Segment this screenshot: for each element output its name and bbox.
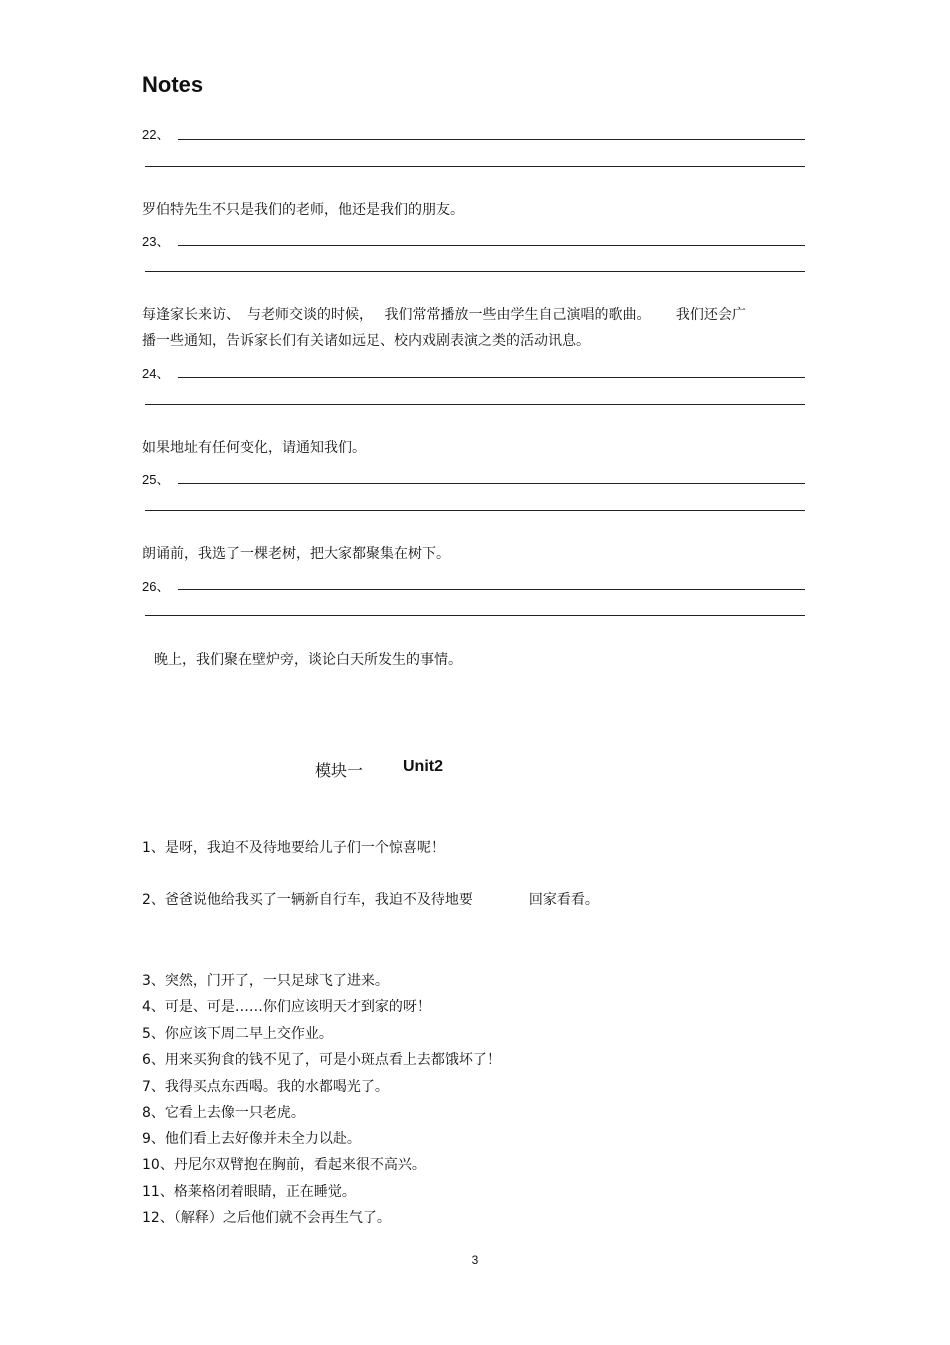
note-number-26: 26、 bbox=[142, 579, 170, 594]
sentence-item: 12、（解释）之后他们就不会再生气了。 bbox=[142, 1210, 391, 1226]
sentence-item: 7、我得买点东西喝。我的水都喝光了。 bbox=[142, 1079, 389, 1095]
translation-text: 如果地址有任何变化，请通知我们。 bbox=[142, 440, 366, 456]
page-heading: Notes bbox=[142, 72, 204, 97]
answer-line bbox=[145, 615, 805, 616]
translation-text: 播一些通知，告诉家长们有关诸如远足、校内戏剧表演之类的活动讯息。 bbox=[142, 333, 590, 349]
note-number-24: 24、 bbox=[142, 366, 170, 381]
translation-text: 晚上，我们聚在壁炉旁，谈论白天所发生的事情。 bbox=[154, 652, 462, 668]
sentence-item: 6、用来买狗食的钱不见了，可是小斑点看上去都饿坏了！ bbox=[142, 1052, 501, 1068]
answer-line bbox=[178, 377, 805, 378]
sentence-item: 9、他们看上去好像并未全力以赴。 bbox=[142, 1131, 361, 1147]
note-number-22: 22、 bbox=[142, 127, 170, 142]
sentence-item: 4、可是、可是……你们应该明天才到家的呀！ bbox=[142, 999, 431, 1015]
answer-line bbox=[178, 589, 805, 590]
note-number-25: 25、 bbox=[142, 472, 170, 487]
sentence-item: 8、它看上去像一只老虎。 bbox=[142, 1105, 305, 1121]
note-number-23: 23、 bbox=[142, 234, 170, 249]
answer-line bbox=[178, 245, 805, 246]
sentence-item: 1、是呀，我迫不及待地要给儿子们一个惊喜呢！ bbox=[142, 840, 445, 856]
answer-line bbox=[145, 271, 805, 272]
translation-text: 朗诵前，我选了一棵老树，把大家都聚集在树下。 bbox=[142, 546, 450, 562]
sentence-item: 10、丹尼尔双臂抱在胸前，看起来很不高兴。 bbox=[142, 1157, 426, 1173]
sentence-item: 3、突然，门开了，一只足球飞了进来。 bbox=[142, 973, 389, 989]
answer-line bbox=[145, 404, 805, 405]
answer-line bbox=[178, 139, 805, 140]
page-number: 3 bbox=[471, 1253, 479, 1267]
section-unit: Unit2 bbox=[403, 758, 443, 775]
sentence-item: 5、你应该下周二早上交作业。 bbox=[142, 1026, 333, 1042]
answer-line bbox=[145, 510, 805, 511]
section-module: 模块一 bbox=[315, 761, 364, 780]
answer-line bbox=[178, 483, 805, 484]
translation-text: 每逢家长来访、 与老师交谈的时候， 我们常常播放一些由学生自己演唱的歌曲。 我们还会广 bbox=[142, 307, 746, 323]
sentence-item: 2、爸爸说他给我买了一辆新自行车，我迫不及待地要 回家看看。 bbox=[142, 892, 599, 908]
translation-text: 罗伯特先生不只是我们的老师，他还是我们的朋友。 bbox=[142, 202, 464, 218]
answer-line bbox=[145, 166, 805, 167]
sentence-item: 11、格莱格闭着眼睛，正在睡觉。 bbox=[142, 1184, 356, 1200]
